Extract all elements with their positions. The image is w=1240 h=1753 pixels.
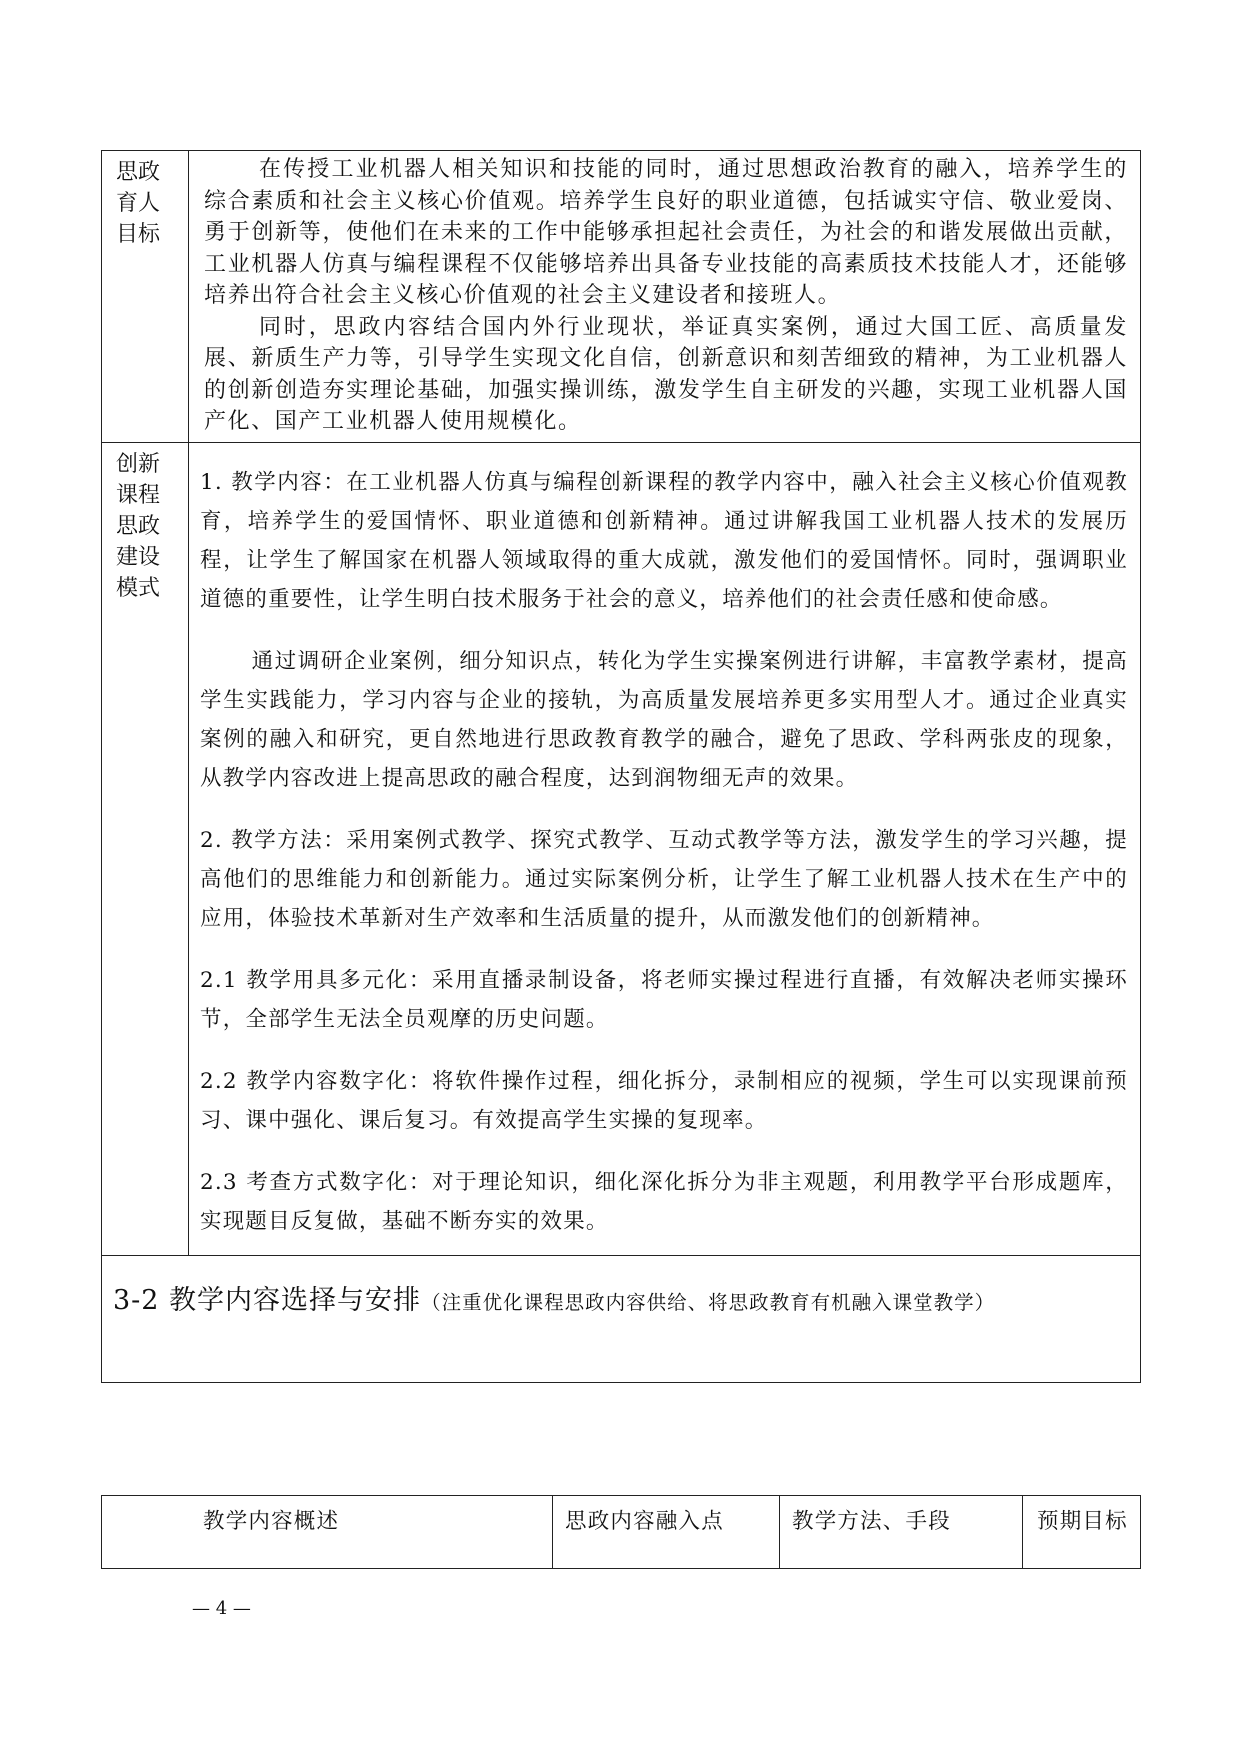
page-number: — 4 — — [192, 1598, 251, 1619]
mode-paragraph: 2.3 考查方式数字化：对于理论知识，细化深化拆分为非主观题，利用教学平台形成题库，实现题目反复做，基础不断夯实的效果。 — [200, 1169, 1128, 1234]
row-label-line: 思政 — [116, 160, 161, 185]
column-header: 思政内容融入点 — [553, 1496, 780, 1569]
goals-paragraph: 在传授工业机器人相关知识和技能的同时，通过思想政治教育的融入，培养学生的综合素质和社会主义核心价值观。培养学生良好的职业道德，包括诚实守信、敬业爱岗、勇于创新等，使他们在未来的工作中能够承担起社会责任，为社会的和谐发展做出贡献，工业机器人仿真与编程课程不仅能够培养出具备专业技能的高素质技术技能人才，还能够培养出符合社会主义核心价值观的社会主义建设者和接班人。 — [204, 157, 1128, 308]
table-row-headers — [102, 1496, 1141, 1569]
row-label-line: 课程 — [116, 482, 161, 508]
table-row-goals — [102, 151, 1141, 443]
table-row-section — [102, 1255, 1141, 1382]
column-header: 教学内容概述 — [102, 1496, 553, 1569]
mode-paragraph: 1. 教学内容：在工业机器人仿真与编程创新课程的教学内容中，融入社会主义核心价值观教育，培养学生的爱国情怀、职业道德和创新精神。通过讲解我国工业机器人技术的发展历程，让学生了解国家在机器人领域取得的重大成就，激发他们的爱国情怀。同时，强调职业道德的重要性，让学生明白技术服务于社会的意义，培养他们的社会责任感和使命感。 — [200, 469, 1128, 612]
mode-paragraph: 2. 教学方法：采用案例式教学、探究式教学、互动式教学等方法，激发学生的学习兴趣，提高他们的思维能力和创新能力。通过实际案例分析，让学生了解工业机器人技术在生产中的应用，体验技术革新对生产效率和生活质量的提升，从而激发他们的创新精神。 — [200, 827, 1128, 931]
row-label-line: 目标 — [116, 222, 161, 247]
mode-paragraph: 2.1 教学用具多元化：采用直播录制设备，将老师实操过程进行直播，有效解决老师实操环节，全部学生无法全员观摩的历史问题。 — [200, 967, 1128, 1032]
mode-paragraph: 2.2 教学内容数字化：将软件操作过程，细化拆分，录制相应的视频，学生可以实现课前预习、课中强化、课后复习。有效提高学生实操的复现率。 — [200, 1068, 1128, 1133]
row-label-line: 思政 — [116, 513, 161, 539]
table-row-mode — [102, 442, 1141, 1255]
row-label-mode — [102, 442, 189, 1255]
goals-paragraph: 同时，思政内容结合国内外行业现状，举证真实案例，通过大国工匠、高质量发展、新质生产力等，引导学生实现文化自信，创新意识和刻苦细致的精神，为工业机器人的创新创造夯实理论基础，加强实操训练，激发学生自主研发的兴趣，实现工业机器人国产化、国产工业机器人使用规模化。 — [204, 314, 1128, 434]
column-header: 教学方法、手段 — [780, 1496, 1023, 1569]
row-label-line: 模式 — [116, 575, 161, 601]
mode-content — [189, 442, 1141, 1255]
column-header: 预期目标 — [1023, 1496, 1141, 1569]
row-label-line: 育人 — [116, 191, 161, 216]
goals-content — [189, 151, 1141, 443]
main-table — [101, 150, 1141, 1383]
section-header — [102, 1255, 1141, 1382]
row-label-line: 建设 — [116, 544, 161, 570]
section-title: 3-2 教学内容选择与安排 — [113, 1284, 422, 1316]
content-header-table — [101, 1495, 1141, 1569]
row-label-goals — [102, 151, 189, 443]
row-label-line: 创新 — [116, 451, 161, 477]
mode-paragraph: 通过调研企业案例，细分知识点，转化为学生实操案例进行讲解，丰富教学素材，提高学生实践能力，学习内容与企业的接轨，为高质量发展培养更多实用型人才。通过企业真实案例的融入和研究，更自然地进行思政教育教学的融合，避免了思政、学科两张皮的现象，从教学内容改进上提高思政的融合程度，达到润物细无声的效果。 — [200, 648, 1128, 791]
section-note: （注重优化课程思政内容供给、将思政教育有机融入课堂教学） — [421, 1290, 996, 1314]
